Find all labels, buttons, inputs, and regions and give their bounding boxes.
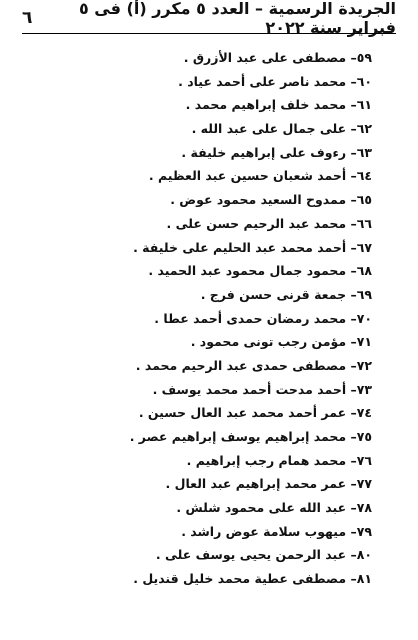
item-name: أحمد محمد عبد الحليم على خليفة .	[133, 239, 347, 255]
item-number: ٦٦	[356, 215, 372, 231]
item-number: ٧١	[356, 334, 372, 350]
item-number: ٦٩	[356, 286, 372, 302]
item-number: ٧٧	[356, 476, 372, 492]
list-item	[20, 472, 372, 496]
item-separator: –	[346, 168, 357, 184]
item-name: أحمد شعبان حسين عبد العظيم .	[148, 168, 347, 184]
item-separator: –	[346, 357, 357, 373]
item-name: عمر محمد إبراهيم عبد العال .	[165, 476, 347, 492]
item-separator: –	[346, 500, 357, 516]
item-number: ٧٠	[356, 310, 372, 326]
item-separator: –	[346, 476, 357, 492]
item-number: ٦٨	[356, 263, 372, 279]
list-item	[20, 401, 372, 425]
list-item	[20, 188, 372, 212]
list-item	[20, 46, 372, 70]
list-item	[20, 520, 372, 544]
item-name: ميهوب سلامة عوض راشد .	[181, 523, 347, 539]
item-separator: –	[346, 334, 357, 350]
item-separator: –	[346, 310, 357, 326]
item-name: جمعة قرنى حسن فرج .	[200, 286, 347, 302]
list-item	[20, 307, 372, 331]
header-rule	[22, 33, 396, 34]
list-item	[20, 425, 372, 449]
list-item	[20, 236, 372, 260]
list-item	[20, 212, 372, 236]
item-separator: –	[346, 215, 357, 231]
item-name: مصطفى عطية محمد خليل قنديل .	[133, 571, 347, 587]
item-name: عبد الله على محمود شلش .	[176, 500, 347, 516]
item-name: محمد خلف إبراهيم محمد .	[185, 97, 347, 113]
list-item	[20, 117, 372, 141]
list-item	[20, 93, 372, 117]
item-name: أحمد مدحت أحمد محمد يوسف .	[152, 381, 347, 397]
item-number: ٨١	[356, 571, 372, 587]
item-name: محمد ناصر على أحمد عياد .	[178, 73, 347, 89]
item-separator: –	[346, 429, 357, 444]
list-item	[20, 259, 372, 283]
list-item	[20, 543, 372, 567]
item-name: ممدوح السعيد محمود عوض .	[170, 192, 347, 208]
gazette-title: الجريدة الرسمية – العدد ٥ مكرر (أ) فى ٥ فبراير سنة ٢٠٢٢	[78, 0, 396, 37]
item-separator: –	[346, 144, 357, 160]
item-name: مصطفى على عبد الأزرق .	[183, 50, 347, 65]
item-name: مؤمن رجب تونى محمود .	[190, 334, 347, 350]
item-separator: –	[346, 381, 357, 397]
names-list	[20, 46, 372, 591]
item-number: ٦١	[356, 97, 372, 113]
item-number: ٧٦	[356, 452, 372, 468]
item-separator: –	[346, 405, 357, 421]
item-separator: –	[346, 286, 357, 302]
item-name: محمد إبراهيم يوسف إبراهيم عصر .	[129, 429, 347, 444]
item-number: ٧٩	[356, 523, 372, 539]
item-number: ٧٥	[356, 429, 372, 444]
item-number: ٧٣	[356, 381, 372, 397]
item-number: ٦٧	[356, 239, 372, 255]
item-number: ٧٤	[356, 405, 372, 421]
item-separator: –	[346, 547, 357, 563]
item-separator: –	[346, 523, 357, 539]
item-separator: –	[346, 192, 357, 208]
item-separator: –	[346, 121, 357, 137]
item-number: ٦٣	[356, 144, 372, 160]
list-item	[20, 378, 372, 402]
list-item	[20, 354, 372, 378]
item-separator: –	[346, 571, 357, 587]
list-item	[20, 496, 372, 520]
item-name: على جمال على عبد الله .	[191, 121, 347, 137]
item-name: رءوف على إبراهيم خليفة .	[181, 144, 347, 160]
item-number: ٦٤	[356, 168, 372, 184]
item-number: ٧٨	[356, 500, 372, 516]
item-name: عبد الرحمن يحيى يوسف على .	[155, 547, 347, 563]
item-name: محمود جمال محمود عبد الحميد .	[148, 263, 347, 279]
item-separator: –	[346, 50, 357, 65]
item-name: مصطفى حمدى عبد الرحيم محمد .	[135, 357, 347, 373]
item-name: محمد همام رجب إبراهيم .	[186, 452, 347, 468]
item-number: ٨٠	[356, 547, 372, 563]
list-item	[20, 449, 372, 473]
list-item	[20, 283, 372, 307]
item-name: محمد عبد الرحيم حسن على .	[166, 215, 347, 231]
item-separator: –	[346, 73, 357, 89]
item-number: ٦٢	[356, 121, 372, 137]
item-separator: –	[346, 263, 357, 279]
item-number: ٥٩	[356, 50, 372, 65]
list-item	[20, 70, 372, 94]
page-number: ٦	[22, 8, 33, 28]
list-item	[20, 330, 372, 354]
list-item	[20, 567, 372, 591]
item-number: ٦٠	[356, 73, 372, 89]
item-number: ٧٢	[356, 357, 372, 373]
item-separator: –	[346, 239, 357, 255]
item-name: عمر أحمد محمد عبد العال حسين .	[138, 405, 347, 421]
item-separator: –	[346, 452, 357, 468]
list-item	[20, 164, 372, 188]
page-header	[22, 0, 396, 37]
list-item	[20, 141, 372, 165]
item-name: محمد رمضان حمدى أحمد عطا .	[154, 310, 347, 326]
item-separator: –	[346, 97, 357, 113]
item-number: ٦٥	[356, 192, 372, 208]
